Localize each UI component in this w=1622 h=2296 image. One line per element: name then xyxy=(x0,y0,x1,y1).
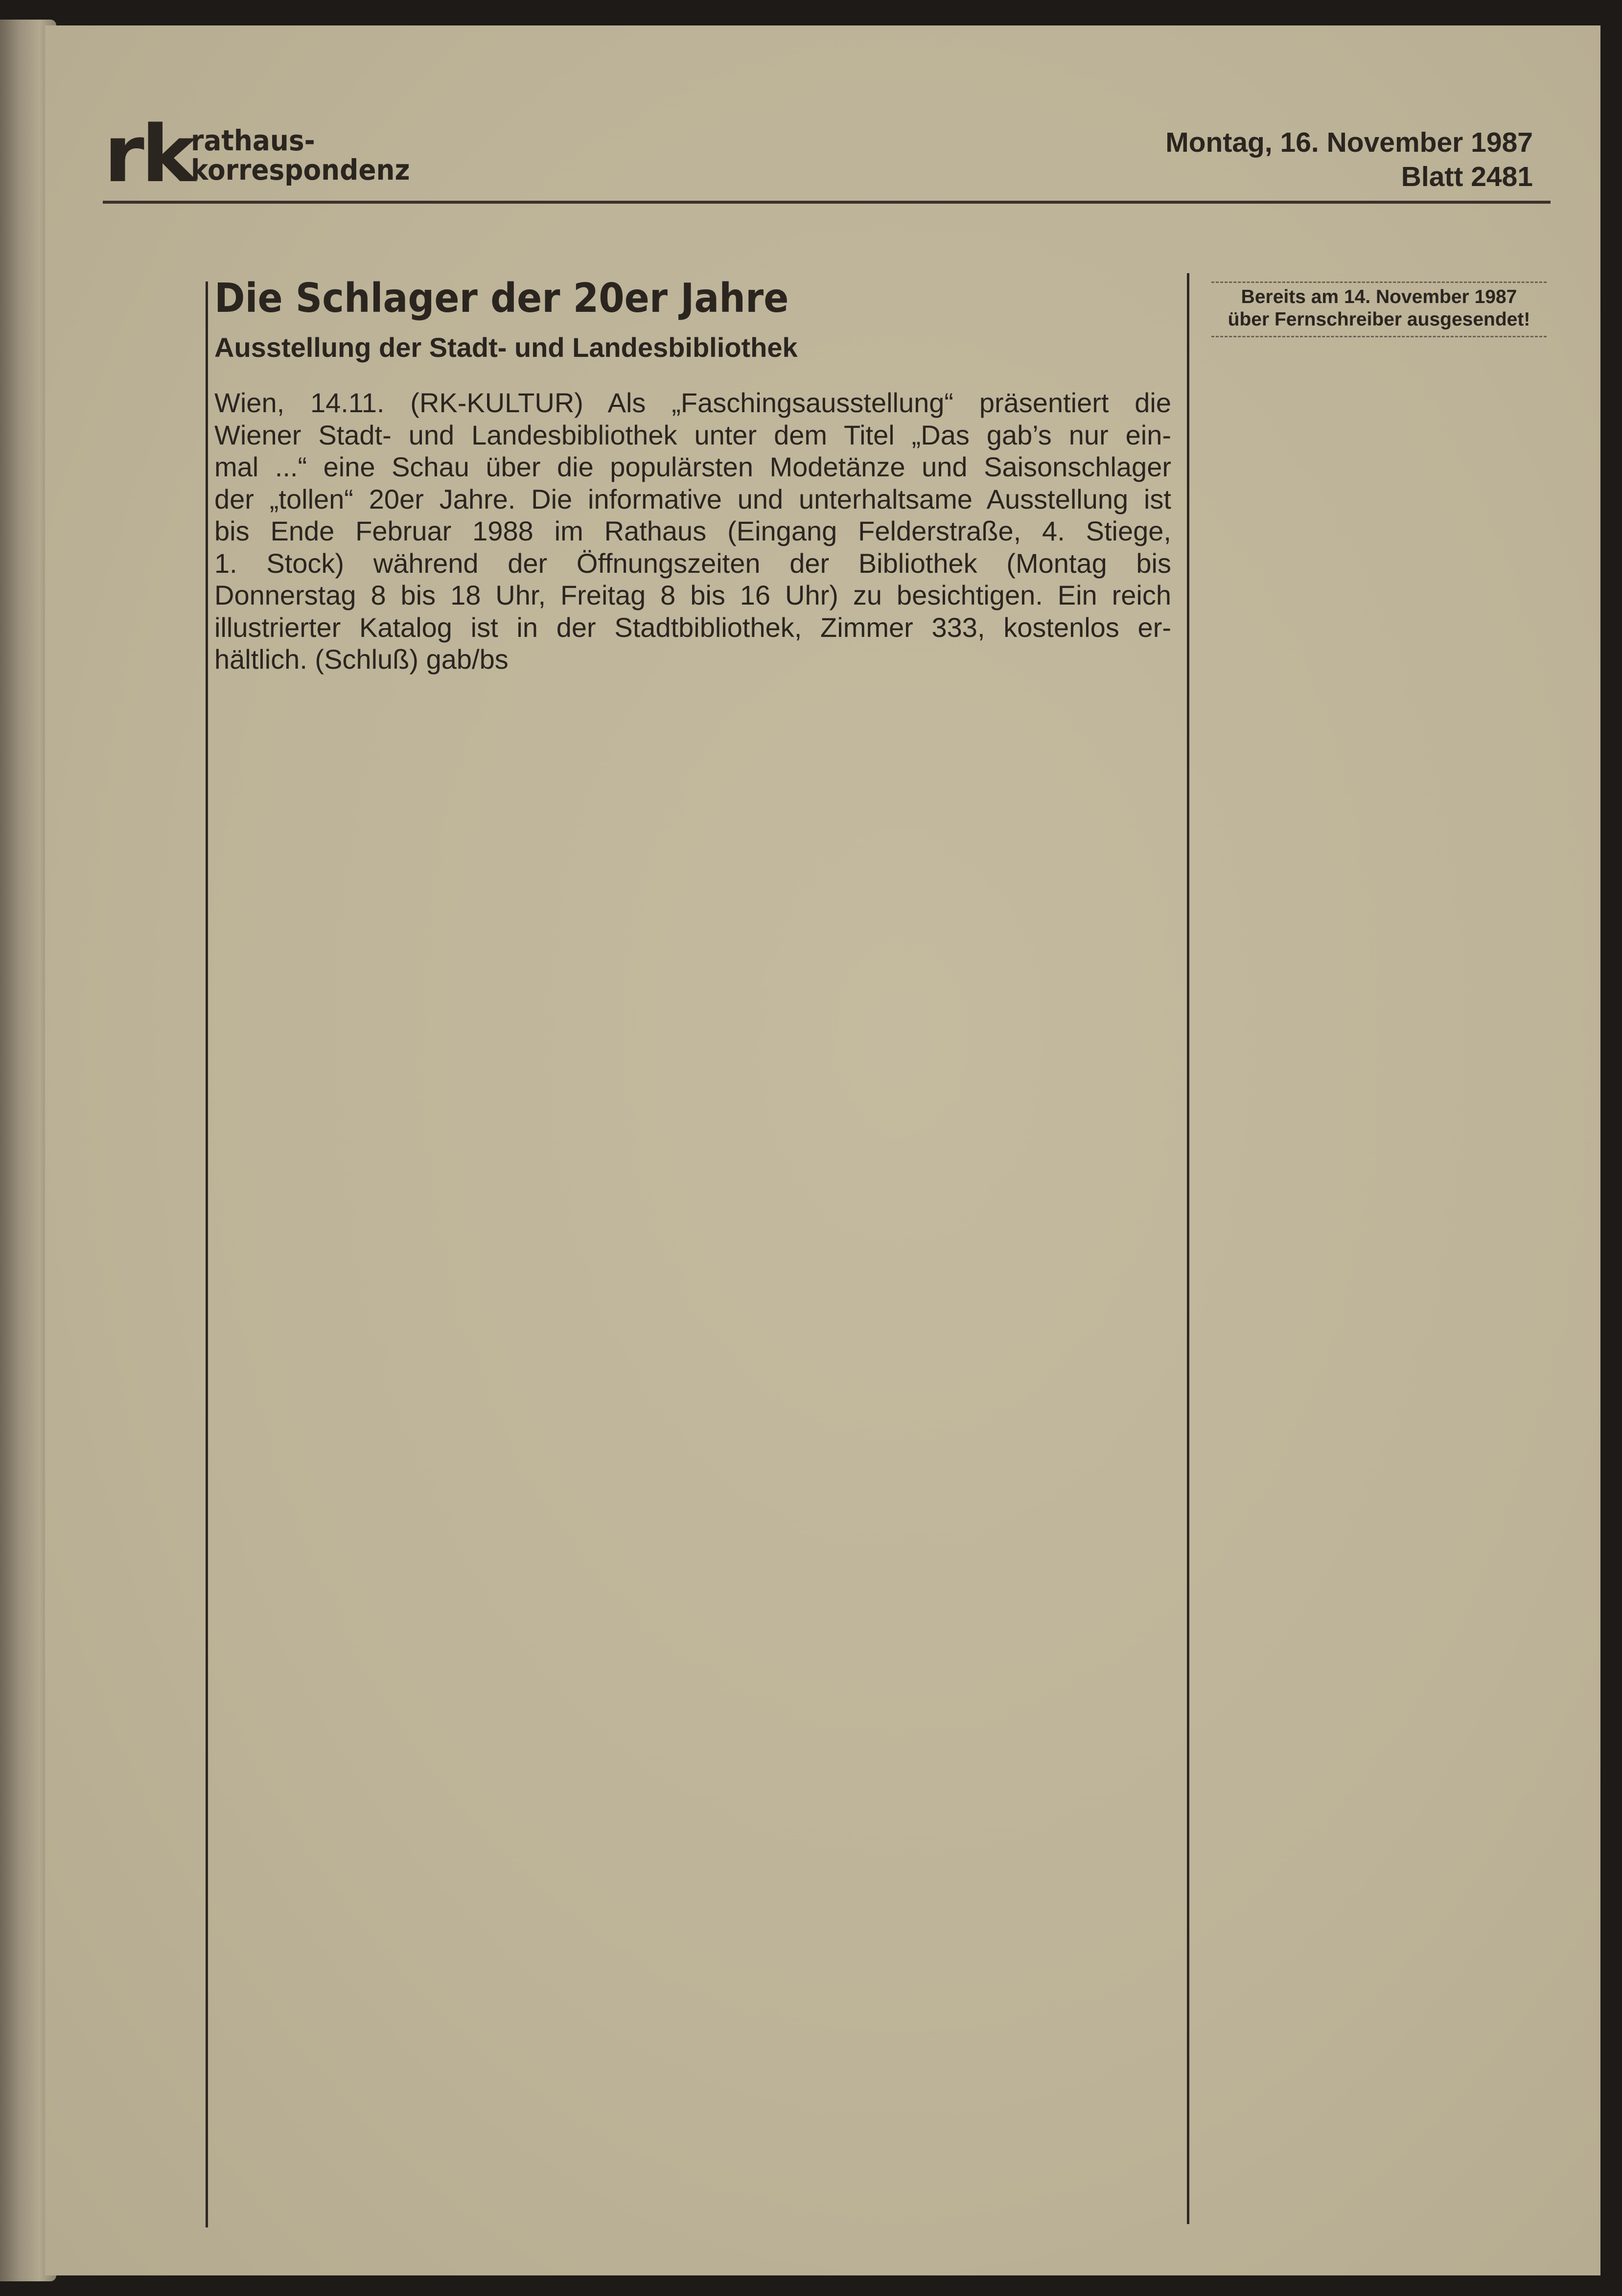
rk-logo xyxy=(104,108,410,200)
note-top-rule xyxy=(1211,281,1547,283)
article-right-rule xyxy=(1187,273,1189,2224)
transmission-note xyxy=(1211,281,1547,337)
article-subheadline: Ausstellung der Stadt- und Landesbibliothek xyxy=(214,332,798,363)
body-line: Wiener Stadt- und Landesbibliothek unter dem Titel „Das gab’s nur ein- xyxy=(214,419,1171,450)
note-bottom-rule xyxy=(1211,336,1547,337)
body-line: hältlich. (Schluß) gab/bs xyxy=(214,644,509,675)
body-line: 1. Stock) während der Öffnungszeiten der Bibliothek (Montag bis xyxy=(214,547,1171,579)
article-left-rule xyxy=(206,281,208,2227)
article-body xyxy=(214,387,1171,676)
body-line: Wien, 14.11. (RK-KULTUR) Als „Faschingsausstellung“ präsentiert die xyxy=(214,387,1171,418)
logo-word-line2: korrespondenz xyxy=(191,153,410,187)
body-line: Donnerstag 8 bis 18 Uhr, Freitag 8 bis 16 Uhr) zu besichtigen. Ein reich xyxy=(214,580,1171,610)
note-line1: Bereits am 14. November 1987 xyxy=(1241,286,1517,307)
header-date: Montag, 16. November 1987 xyxy=(1165,127,1533,158)
logo-letters: rk xyxy=(104,108,193,200)
logo-word-line1: rathaus- xyxy=(191,124,315,157)
body-line: bis Ende Februar 1988 im Rathaus (Eingang Felderstraße, 4. Stiege, xyxy=(214,515,1171,546)
body-line: illustrierter Katalog ist in der Stadtbibliothek, Zimmer 333, kostenlos er- xyxy=(214,611,1171,643)
body-line: der „tollen“ 20er Jahre. Die informative und unterhaltsame Ausstellung ist xyxy=(214,483,1171,515)
article-headline: Die Schlager der 20er Jahre xyxy=(214,275,789,322)
header-sheet-number: Blatt 2481 xyxy=(1401,161,1533,192)
note-line2: über Fernschreiber ausgesendet! xyxy=(1228,309,1530,330)
header-divider xyxy=(103,201,1551,204)
body-line: mal ...“ eine Schau über die populärsten Modetänze und Saisonschlager xyxy=(214,451,1171,482)
